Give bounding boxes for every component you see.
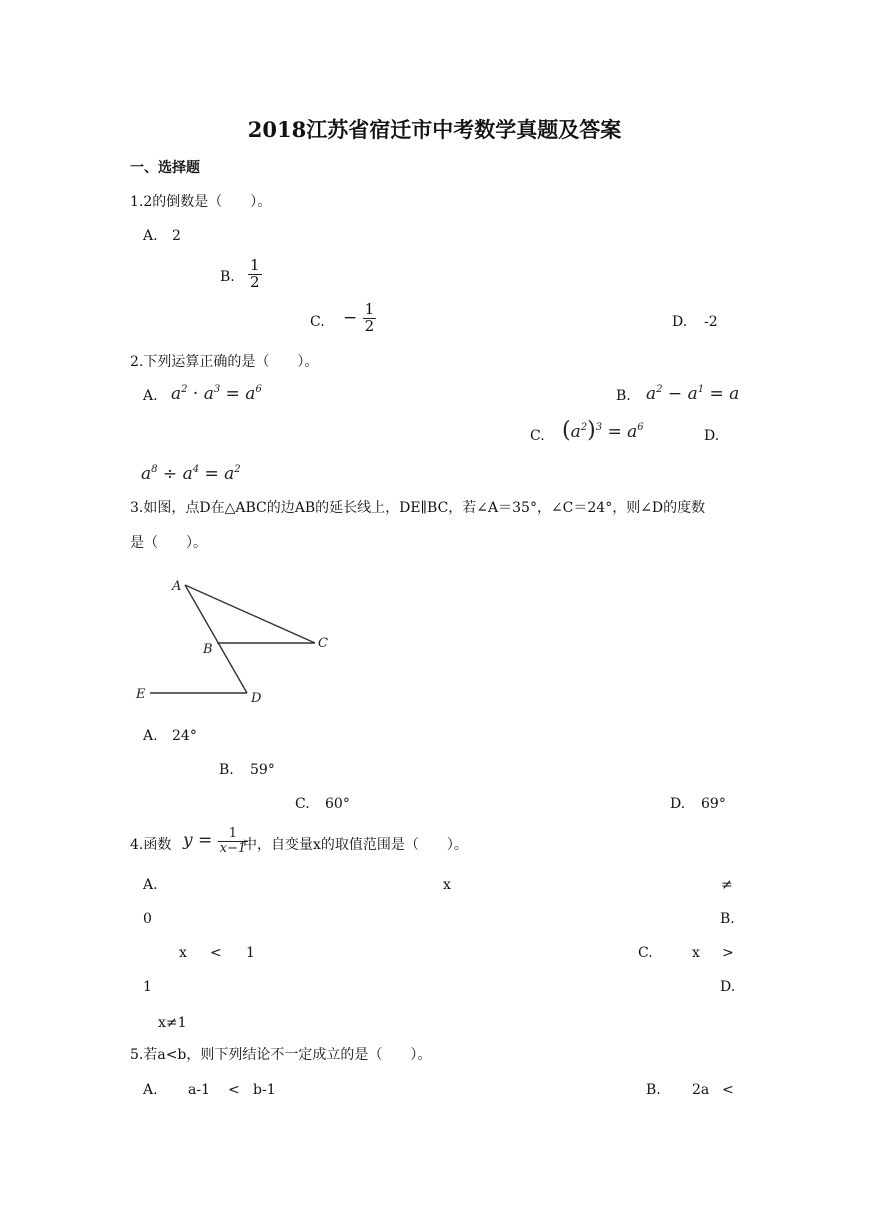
q5-option-b-lt: < (722, 1082, 734, 1098)
line-ac (185, 585, 315, 643)
q4-eq-denominator: x−1 (219, 840, 247, 856)
label-a: A (172, 579, 182, 594)
q1-option-a-value: 2 (172, 228, 181, 244)
q2-option-b-formula: $a^2 - a^1 = a$ (646, 384, 740, 404)
q2-option-d-formula: $a^8 \div a^4 = a^2$ (141, 464, 241, 484)
q3-option-c-label: C. (295, 796, 310, 812)
q4-option-c-gt: > (722, 945, 734, 961)
q2-option-d-label: D. (704, 428, 720, 444)
q1-b-denominator: 2 (250, 272, 260, 291)
q4-option-a-zero: 0 (143, 911, 152, 927)
q3-option-d-label: D. (670, 796, 686, 812)
q5-option-a-rhs: b-1 (253, 1082, 276, 1098)
q4-option-d-value: x≠1 (158, 1015, 187, 1031)
q1-option-c-label: C. (310, 314, 325, 330)
q5-option-a-lhs: a-1 (188, 1082, 210, 1098)
q4-option-a-x: x (443, 877, 451, 893)
question-3-stem-line-2: 是（ ）。 (130, 535, 207, 551)
q5-option-a-lt: < (228, 1082, 240, 1098)
q4-option-b-label: B. (720, 911, 735, 927)
q1-option-b-label: B. (220, 269, 235, 285)
q5-option-b-lhs: 2a (692, 1082, 710, 1098)
q4-option-c-x: x (692, 945, 700, 961)
question-3-stem-line-1: 3.如图，点D在△ABC的边AB的延长线上，DE∥BC，若∠A＝35°，∠C＝24°，则∠D的度数 (130, 500, 706, 516)
q1-option-b-fraction (248, 258, 262, 291)
question-5-stem: 5.若a<b，则下列结论不一定成立的是（ ）。 (130, 1047, 432, 1063)
q4-option-a-label: A. (143, 877, 158, 893)
q1-c-sign: − (343, 307, 358, 328)
q1-option-d-label: D. (672, 314, 688, 330)
q1-option-a-label: A. (143, 228, 158, 244)
q3-option-a-value: 24° (172, 728, 197, 744)
q5-option-b-label: B. (646, 1082, 661, 1098)
question-4-stem-prefix: 4.函数 (130, 837, 172, 853)
q3-option-d-value: 69° (701, 796, 726, 812)
q2-option-a-label: A. (143, 388, 158, 404)
q2-option-c-formula: $(a^2)^3 = a^6$ (562, 418, 644, 443)
q4-option-d-label: D. (720, 979, 736, 995)
question-2-stem: 2.下列运算正确的是（ ）。 (130, 354, 319, 370)
q1-option-d-value: -2 (704, 314, 718, 330)
question-4-stem-suffix: 中，自变量x的取值范围是（ ）。 (243, 837, 468, 853)
q4-eq-numerator: 1 (218, 827, 249, 842)
q3-option-c-value: 60° (325, 796, 350, 812)
page-title: 2018江苏省宿迁市中考数学真题及答案 (247, 117, 622, 142)
q4-option-a-ne: ≠ (721, 877, 733, 893)
q4-option-c-one: 1 (143, 979, 152, 995)
section-heading: 一、选择题 (130, 160, 200, 176)
q4-function-formula (183, 827, 248, 855)
triangle-figure (130, 570, 340, 710)
q1-b-numerator: 1 (250, 256, 260, 274)
q4-option-b-one: 1 (246, 945, 255, 961)
label-e: E (136, 687, 146, 702)
label-c: C (318, 636, 328, 651)
label-d: D (251, 691, 262, 706)
label-b: B (203, 642, 213, 657)
q1-option-c-value (343, 302, 376, 335)
q3-option-b-value: 59° (250, 762, 275, 778)
q4-option-b-lt: < (210, 945, 222, 961)
q1-c-numerator: 1 (364, 300, 375, 318)
q4-eq-equals: = (198, 830, 213, 851)
line-ad (185, 585, 247, 693)
q4-eq-y: y (183, 830, 193, 851)
q5-option-a-label: A. (143, 1082, 158, 1098)
q3-option-b-label: B. (219, 762, 234, 778)
q3-option-a-label: A. (143, 728, 158, 744)
q2-option-c-label: C. (530, 428, 545, 444)
q4-option-c-label: C. (638, 945, 653, 961)
q2-option-a-formula: $a^2 \cdot a^3 = a^6$ (171, 384, 262, 404)
q4-option-b-x: x (179, 945, 187, 961)
q2-option-b-label: B. (616, 388, 631, 404)
question-1-stem: 1.2的倒数是（ ）。 (130, 194, 272, 210)
q1-c-denominator: 2 (364, 316, 375, 335)
